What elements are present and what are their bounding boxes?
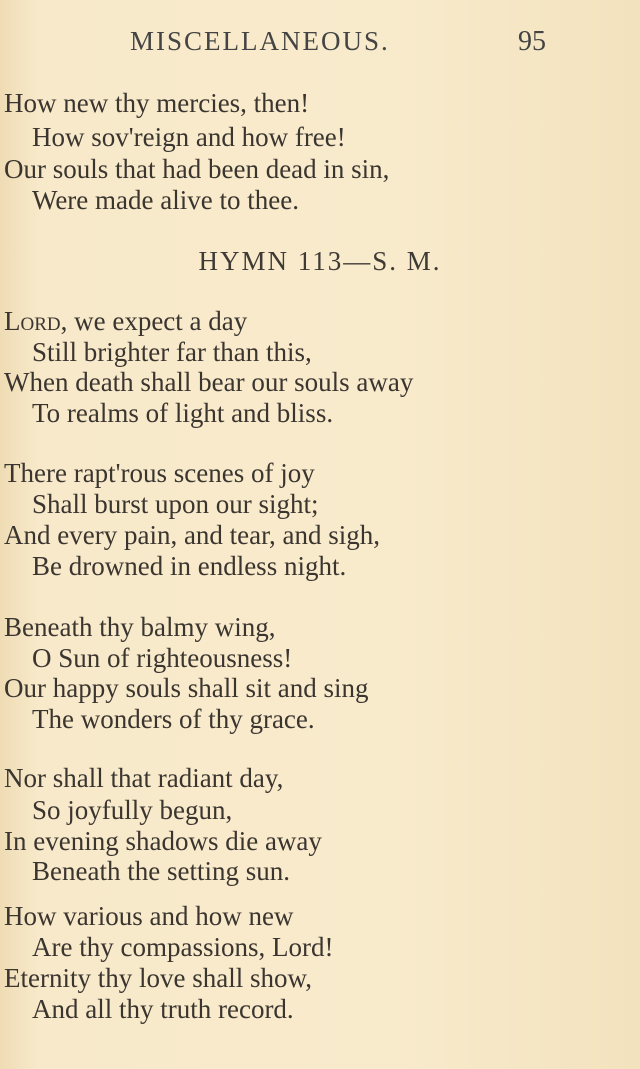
verse-line: How sov'reign and how free! bbox=[32, 122, 346, 152]
verse-line: Were made alive to thee. bbox=[32, 185, 299, 215]
verse-line: So joyfully begun, bbox=[32, 795, 233, 825]
verse-line: Eternity thy love shall show, bbox=[4, 963, 312, 993]
verse-line: How new thy mercies, then! bbox=[4, 88, 310, 118]
verse-line: To realms of light and bliss. bbox=[32, 398, 334, 428]
verse-line: In evening shadows die away bbox=[4, 826, 322, 856]
verse-line: The wonders of thy grace. bbox=[32, 704, 315, 734]
verse-line-first bbox=[0, 306, 640, 336]
verse-line: How various and how new bbox=[4, 901, 294, 931]
verse-line: Are thy compassions, Lord! bbox=[32, 932, 334, 962]
verse-line: O Sun of righteousness! bbox=[32, 643, 293, 673]
verse-line: Still brighter far than this, bbox=[32, 337, 312, 367]
verse-line: And every pain, and tear, and sigh, bbox=[4, 520, 381, 550]
verse-line: Shall burst upon our sight; bbox=[32, 489, 319, 519]
verse-line: When death shall bear our souls away bbox=[4, 367, 414, 397]
hymn-title: HYMN 113—S. M. bbox=[198, 246, 442, 276]
verse-line: There rapt'rous scenes of joy bbox=[4, 458, 315, 488]
page-number: 95 bbox=[518, 26, 546, 57]
verse-line: And all thy truth record. bbox=[32, 994, 294, 1024]
running-head: MISCELLANEOUS. bbox=[130, 26, 390, 56]
verse-line: Nor shall that radiant day, bbox=[4, 763, 284, 793]
first-line-rest: , we expect a day bbox=[60, 306, 248, 336]
verse-line: Beneath the setting sun. bbox=[32, 856, 290, 886]
verse-line: Our souls that had been dead in sin, bbox=[4, 154, 390, 184]
first-word: Lord bbox=[4, 306, 61, 336]
page-header bbox=[0, 26, 640, 66]
verse-line: Beneath thy balmy wing, bbox=[4, 612, 276, 642]
verse-line: Our happy souls shall sit and sing bbox=[4, 673, 369, 703]
verse-line: Be drowned in endless night. bbox=[32, 551, 347, 581]
